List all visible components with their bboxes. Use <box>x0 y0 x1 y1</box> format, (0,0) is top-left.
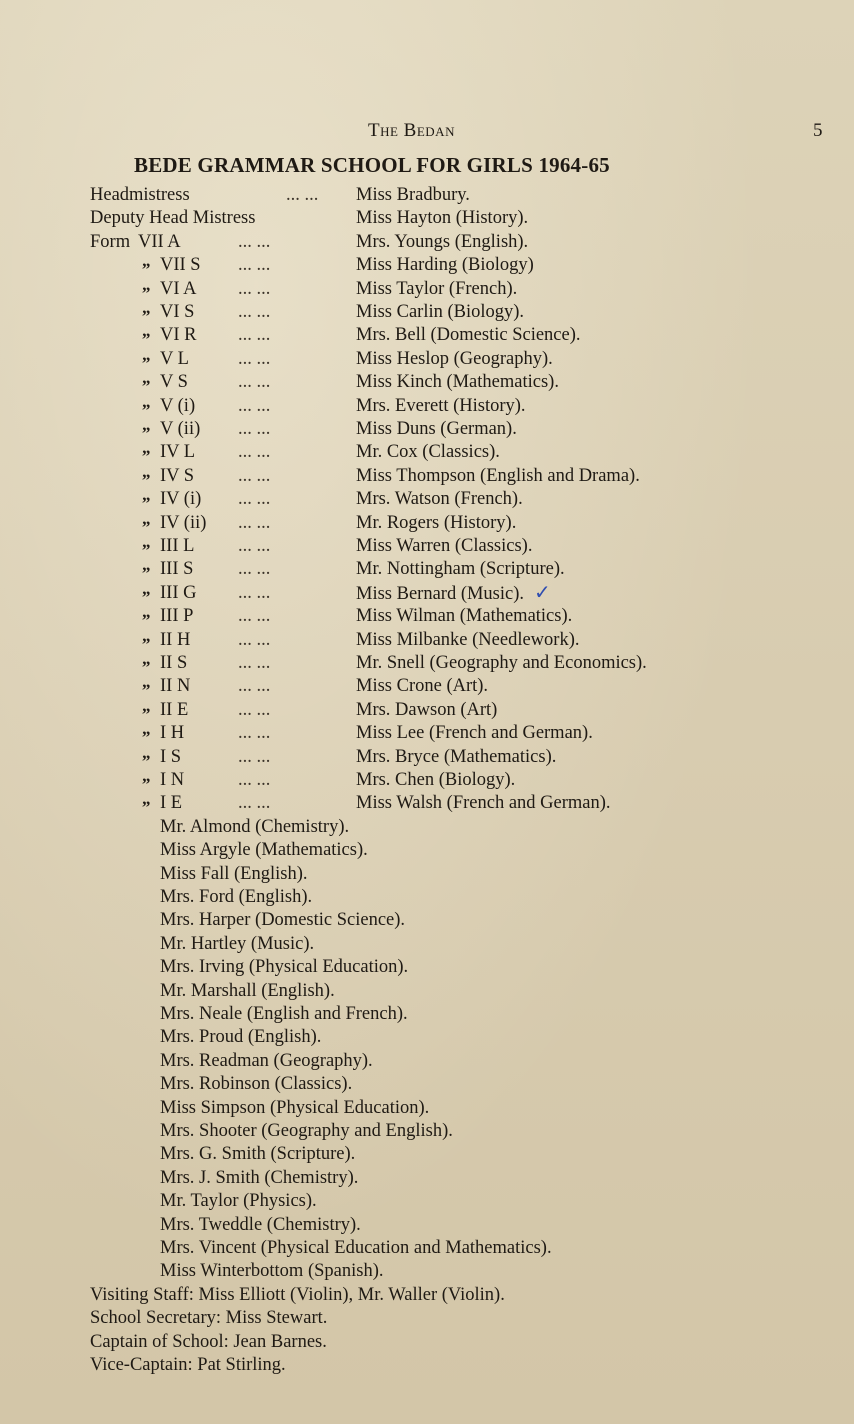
form-prefix: „ <box>142 344 151 364</box>
form-prefix: „ <box>142 298 151 317</box>
form-row <box>90 440 850 464</box>
form-row <box>90 344 850 371</box>
leader-dots: ... ... <box>238 442 271 463</box>
officer-label: Deputy Head Mistress <box>90 208 256 229</box>
leader-dots: ... ... <box>238 278 271 299</box>
staff-member: Mrs. G. Smith (Scripture). <box>160 1144 356 1165</box>
form-prefix: „ <box>142 532 151 551</box>
footer-line: Captain of School: Jean Barnes. <box>90 1331 327 1352</box>
staff-member: Mrs. Ford (English). <box>160 887 313 907</box>
form-teacher: Miss Taylor (French). <box>356 278 518 299</box>
form-name: IV (i) <box>160 489 202 510</box>
form-name: VII S <box>160 255 201 276</box>
staff-member: Mrs. Robinson (Classics). <box>160 1074 353 1095</box>
form-row <box>90 674 850 698</box>
staff-member: Mr. Taylor (Physics). <box>160 1191 317 1212</box>
form-row <box>90 487 850 511</box>
leader-dots: ... ... <box>238 559 271 580</box>
form-row <box>90 300 850 324</box>
staff-member: Mrs. Neale (English and French). <box>160 1004 408 1024</box>
staff-member: Mrs. Harper (Domestic Science). <box>160 910 406 931</box>
form-prefix: „ <box>142 625 151 645</box>
form-row <box>90 323 850 347</box>
leader-dots: ... ... <box>238 699 271 720</box>
leader-dots: ... ... <box>238 231 271 252</box>
form-teacher: Mrs. Dawson (Art) <box>356 699 498 720</box>
form-prefix: „ <box>142 719 151 739</box>
form-name: VI S <box>160 302 195 322</box>
form-name: I S <box>160 746 182 767</box>
leader-dots: ... ... <box>238 770 271 790</box>
leader-dots: ... ... <box>238 653 271 673</box>
leader-dots: ... ... <box>238 372 271 393</box>
form-teacher: Miss Walsh (French and German). <box>356 793 611 814</box>
form-name: V S <box>160 372 188 393</box>
form-row <box>90 461 850 488</box>
leader-dots: ... ... <box>238 325 271 346</box>
leader-dots: ... ... <box>238 489 271 510</box>
form-name: V L <box>160 348 189 369</box>
form-prefix: „ <box>142 461 151 481</box>
staff-member: Miss Simpson (Physical Education). <box>160 1097 430 1118</box>
form-name: I E <box>160 793 183 814</box>
staff-member: Miss Winterbottom (Spanish). <box>160 1261 384 1282</box>
form-prefix: Form <box>90 231 131 252</box>
staff-member: Mr. Marshall (English). <box>160 980 335 1001</box>
form-teacher: Miss Milbanke (Needlework). <box>356 629 580 650</box>
form-prefix: „ <box>142 649 151 668</box>
leader-dots: ... ... <box>238 536 271 556</box>
leader-dots: ... ... <box>238 348 271 369</box>
form-row <box>90 508 850 535</box>
form-teacher: Miss Thompson (English and Drama). <box>356 465 640 486</box>
form-name: II H <box>160 629 191 650</box>
form-row <box>90 742 850 769</box>
leader-dots: ... ... <box>238 629 271 650</box>
form-prefix: „ <box>142 766 151 785</box>
form-name: IV (ii) <box>160 512 207 533</box>
form-prefix: „ <box>142 391 151 411</box>
form-row <box>90 274 850 301</box>
form-name: II S <box>160 653 188 673</box>
form-row <box>90 417 850 441</box>
staff-member: Mrs. Shooter (Geography and English). <box>160 1121 453 1141</box>
form-prefix: „ <box>142 438 151 458</box>
leader-dots: ... ... <box>238 465 271 486</box>
form-row <box>90 604 850 628</box>
form-prefix: „ <box>142 508 151 528</box>
form-prefix: „ <box>142 415 151 434</box>
form-name: III L <box>160 536 195 556</box>
form-prefix: „ <box>142 251 151 271</box>
form-prefix: „ <box>142 274 151 294</box>
form-name: III G <box>160 582 197 603</box>
form-name: V (i) <box>160 395 196 416</box>
form-teacher: Miss Lee (French and German). <box>356 723 593 744</box>
form-prefix: „ <box>142 368 151 388</box>
form-teacher: Miss Carlin (Biology). <box>356 302 525 322</box>
footer-line: Visiting Staff: Miss Elliott (Violin), Mr. Waller (Violin). <box>90 1284 505 1305</box>
form-row <box>90 534 850 558</box>
form-name: VI A <box>160 278 197 299</box>
form-row <box>90 721 850 745</box>
form-name: IV S <box>160 465 195 486</box>
page-number: 5 <box>813 120 823 141</box>
officer-name: Miss Hayton (History). <box>356 208 529 229</box>
form-prefix: „ <box>142 321 151 341</box>
form-teacher: Mrs. Youngs (English). <box>356 231 529 252</box>
form-row <box>90 253 850 277</box>
form-prefix: „ <box>142 602 151 622</box>
form-row <box>90 557 850 581</box>
leader-dots: ... ... <box>238 255 271 276</box>
form-teacher: Miss Crone (Art). <box>356 676 489 697</box>
leader-dots: ... ... <box>238 395 271 416</box>
staff-member: Mrs. Irving (Physical Education). <box>160 957 409 978</box>
leader-dots: ... ... <box>238 793 271 814</box>
running-title: The Bedan <box>368 120 455 141</box>
leader-dots: ... ... <box>238 676 271 697</box>
form-teacher: Mr. Nottingham (Scripture). <box>356 559 565 580</box>
form-prefix: „ <box>142 578 151 598</box>
form-name: II E <box>160 699 189 720</box>
form-teacher: Mrs. Chen (Biology). <box>356 770 516 790</box>
staff-member: Mrs. J. Smith (Chemistry). <box>160 1167 359 1188</box>
form-prefix: „ <box>142 742 151 762</box>
officer-name: Miss Bradbury. <box>356 185 470 205</box>
form-row <box>90 578 850 605</box>
staff-member: Mr. Almond (Chemistry). <box>160 816 350 837</box>
form-name: IV L <box>160 442 196 463</box>
staff-member: Mrs. Proud (English). <box>160 1027 322 1048</box>
leader-dots: ... ... <box>238 419 271 439</box>
form-teacher: Mrs. Bell (Domestic Science). <box>356 325 581 346</box>
officer-row <box>90 206 850 230</box>
form-row <box>90 768 850 792</box>
form-teacher: Mr. Cox (Classics). <box>356 442 500 463</box>
form-teacher: Miss Warren (Classics). <box>356 536 533 556</box>
form-row <box>90 695 850 722</box>
form-teacher: Miss Kinch (Mathematics). <box>356 372 559 393</box>
staff-member: Miss Argyle (Mathematics). <box>160 840 368 861</box>
form-name: II N <box>160 676 191 697</box>
form-teacher: Miss Bernard (Music). ✓ <box>356 581 551 604</box>
form-teacher: Miss Heslop (Geography). <box>356 348 553 369</box>
staff-member: Mrs. Readman (Geography). <box>160 1050 373 1071</box>
form-name: III P <box>160 606 194 627</box>
form-name: VI R <box>160 325 197 346</box>
form-row <box>90 791 850 815</box>
staff-member: Mrs. Tweddle (Chemistry). <box>160 1214 361 1235</box>
form-prefix: „ <box>142 695 151 715</box>
leader-dots: ... ... <box>238 582 271 603</box>
leader-dots: ... ... <box>238 723 271 744</box>
form-teacher: Mr. Rogers (History). <box>356 512 517 533</box>
form-teacher: Mrs. Watson (French). <box>356 489 523 510</box>
form-teacher: Mr. Snell (Geography and Economics). <box>356 653 647 673</box>
leader-dots: ... ... <box>238 606 271 627</box>
form-prefix: „ <box>142 672 151 692</box>
form-teacher: Miss Harding (Biology) <box>356 255 534 276</box>
form-row <box>90 625 850 652</box>
leader-dots: ... ... <box>238 512 271 533</box>
form-name: V (ii) <box>160 419 201 439</box>
page-title: BEDE GRAMMAR SCHOOL FOR GIRLS 1964-65 <box>134 153 610 177</box>
leader-dots: ... ... <box>238 746 271 767</box>
staff-member: Miss Fall (English). <box>160 863 308 884</box>
officer-label: Headmistress <box>90 185 190 205</box>
form-teacher: Miss Wilman (Mathematics). <box>356 606 573 627</box>
form-prefix: „ <box>142 555 151 575</box>
form-row <box>90 651 850 675</box>
footer-line: Vice-Captain: Pat Stirling. <box>90 1355 286 1375</box>
leader-dots: ... ... <box>238 302 271 322</box>
form-row <box>90 230 850 254</box>
staff-member: Mrs. Vincent (Physical Education and Mathematics). <box>160 1238 552 1258</box>
form-name: I H <box>160 723 185 744</box>
check-mark-icon: ✓ <box>534 581 551 604</box>
form-row <box>90 370 850 394</box>
form-name: I N <box>160 770 185 790</box>
form-name: III S <box>160 559 194 580</box>
form-name: VII A <box>138 231 181 252</box>
form-teacher: Mrs. Bryce (Mathematics). <box>356 746 557 767</box>
form-prefix: „ <box>142 485 151 505</box>
form-teacher: Mrs. Everett (History). <box>356 395 526 416</box>
officer-row <box>90 183 850 207</box>
footer-line: School Secretary: Miss Stewart. <box>90 1308 328 1329</box>
staff-member: Mr. Hartley (Music). <box>160 933 315 954</box>
form-prefix: „ <box>142 789 151 809</box>
leader-dots: ... ... <box>286 185 319 205</box>
form-teacher: Miss Duns (German). <box>356 419 517 439</box>
form-row <box>90 391 850 418</box>
